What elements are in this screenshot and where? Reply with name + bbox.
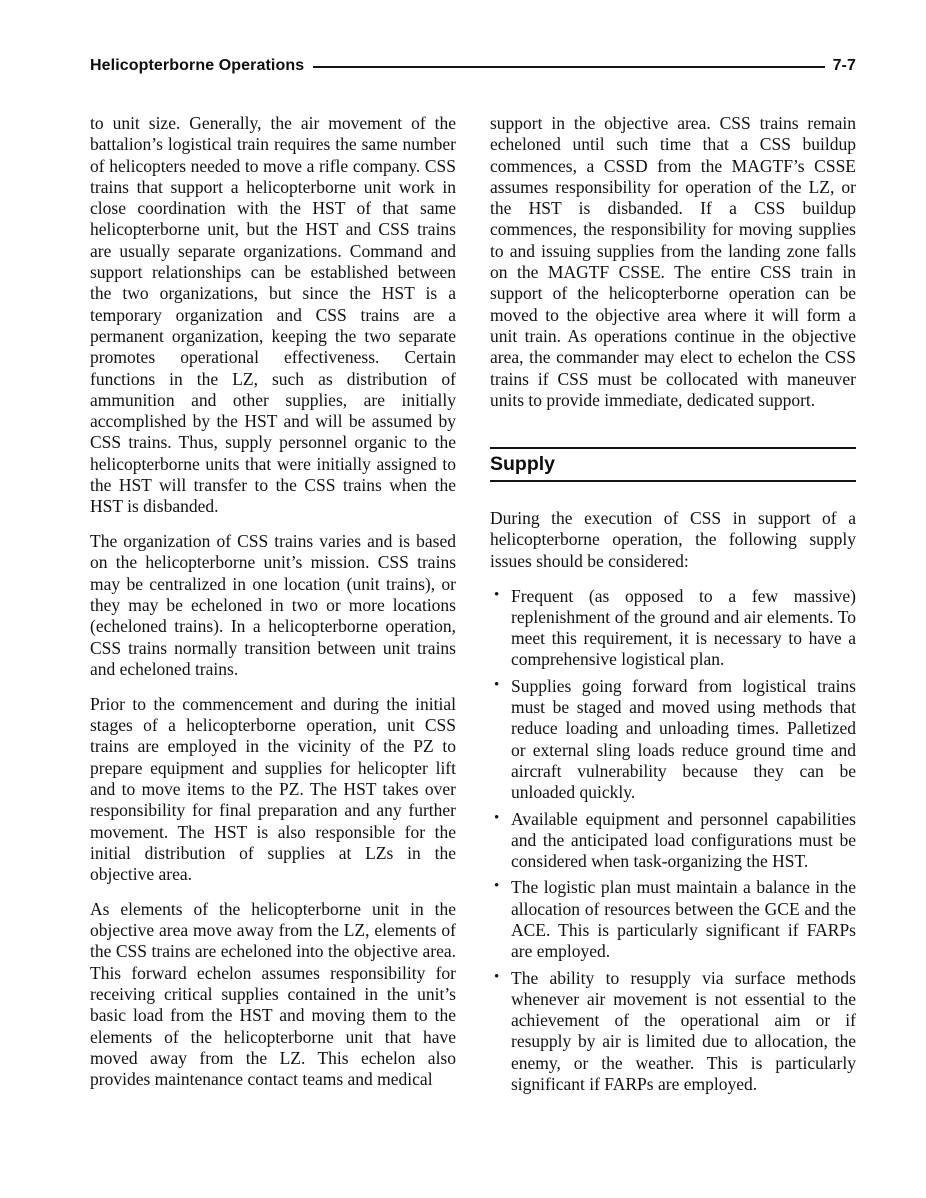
paragraph: As elements of the helicopterborne unit in the objective area move away from the LZ, elements of the CSS trains are echeloned into the objective area. This forward echelon assumes responsibility for receiving critical supplies contained in the unit’s basic load from the HST and moving them to the elements of the helicopterborne unit that have moved away from the LZ. This echelon also provides maintenance contact teams and medical <box>90 898 456 1090</box>
paragraph: Prior to the commencement and during the initial stages of a helicopterborne operation, unit CSS trains are employed in the vicinity of the PZ to prepare equipment and supplies for helicopter lift and to move items to the PZ. The HST takes over responsibility for final preparation and any further movement. The HST is also responsible for the initial distribution of supplies at LZs in the objective area. <box>90 693 456 885</box>
bullet-text: The ability to resupply via surface methods whenever air movement is not essential to the achievement of the operational aim or if resupply by air is limited due to allocation, the enemy, or the weather. This is particularly significant if FARPs are employed. <box>511 967 856 1095</box>
bullet-text: Frequent (as opposed to a few massive) replenishment of the ground and air elements. To meet this requirement, it is necessary to have a comprehensive logistical plan. <box>511 585 856 670</box>
bullet-text: The logistic plan must maintain a balance in the allocation of resources between the GCE and the ACE. This is particularly significant if FARPs are employed. <box>511 877 856 962</box>
left-column <box>90 113 456 1104</box>
bullet-icon: • <box>494 878 500 895</box>
paragraph: The organization of CSS trains varies and is based on the helicopterborne unit’s mission. CSS trains may be centralized in one location (unit trains), or they may be echeloned in two or more locations (echeloned trains). In a helicopterborne operation, CSS trains normally transition between unit trains and echeloned trains. <box>90 531 456 679</box>
page-number: 7-7 <box>832 57 856 74</box>
bullet-icon: • <box>494 809 500 826</box>
paragraph: to unit size. Generally, the air movement of the battalion’s logistical train requires the same number of helicopters needed to move a rifle company. CSS trains that support a helicopterborne unit work in close coordination with the HST of that same helicopterborne unit, but the HST and CSS trains are usually separate organizations. Command and support relationships can be established between the two organizations, but since the HST is a temporary organization and CSS trains are a permanent organization, keeping the two separate promotes operational effectiveness. Certain functions in the LZ, such as distribution of ammunition and other supplies, are initially accomplished by the HST and will be assumed by CSS trains. Thus, supply personnel organic to the helicopterborne units that were initially assigned to the HST will transfer to the CSS trains when the HST is disbanded. <box>90 113 456 517</box>
page-header <box>90 57 856 75</box>
section-title: Supply <box>490 453 556 476</box>
right-column <box>490 113 856 1104</box>
list-item <box>490 877 856 962</box>
list-item <box>490 809 856 873</box>
paragraph: support in the objective area. CSS trains remain echeloned until such time that a CSS buildup commences, a CSSD from the MAGTF’s CSSE assumes responsibility for operation of the LZ, or the HST is disbanded. If a CSS buildup commences, the responsibility for moving supplies to and issuing supplies from the landing zone falls on the MAGTF CSSE. The entire CSS train in support of the helicopterborne operation can be moved to the objective area where it will form a unit train. As operations continue in the objective area, the commander may elect to echelon the CSS trains if CSS must be collocated with maneuver units to provide immediate, dedicated support. <box>490 113 856 410</box>
section-heading-supply <box>490 447 856 482</box>
list-item <box>490 676 856 804</box>
bullet-list <box>490 586 856 1096</box>
bullet-icon: • <box>494 968 500 985</box>
list-item <box>490 586 856 671</box>
section-intro: During the execution of CSS in support of a helicopterborne operation, the following supply issues should be considered: <box>490 508 856 571</box>
bullet-icon: • <box>494 586 500 603</box>
header-rule <box>313 66 824 68</box>
bullet-text: Supplies going forward from logistical trains must be staged and moved using methods that reduce loading and unloading times. Palletized or external sling loads reduce ground time and aircraft vulnerability because they can be unloaded quickly. <box>511 675 856 803</box>
list-item <box>490 968 856 1096</box>
two-column-body <box>90 113 856 1104</box>
bullet-text: Available equipment and personnel capabilities and the anticipated load configurations must be considered when task-organizing the HST. <box>511 808 856 872</box>
bullet-icon: • <box>494 676 500 693</box>
header-title: Helicopterborne Operations <box>90 57 305 74</box>
